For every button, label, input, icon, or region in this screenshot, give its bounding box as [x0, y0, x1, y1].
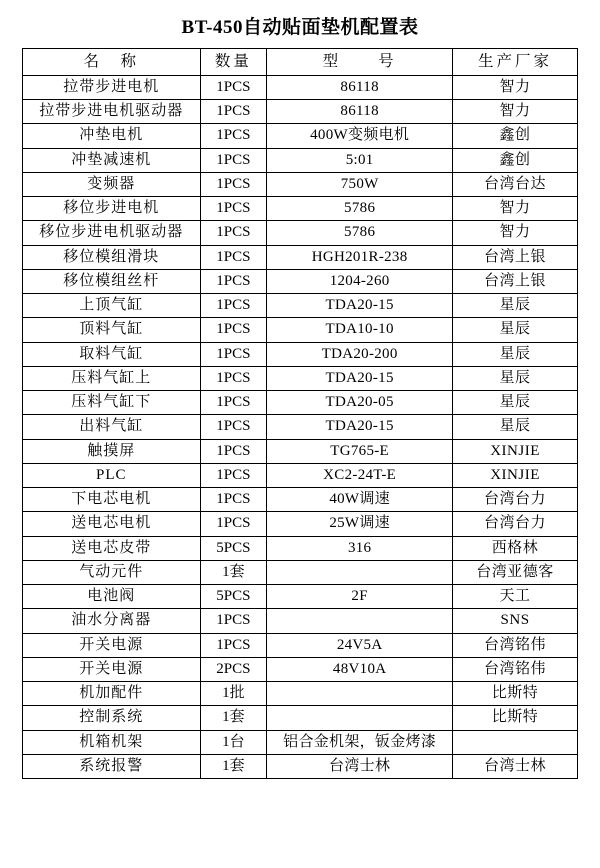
cell-quantity: 1PCS	[200, 172, 267, 196]
table-row	[23, 221, 578, 245]
cell-name: 开关电源	[23, 657, 201, 681]
cell-model: TDA20-05	[267, 391, 453, 415]
cell-model	[267, 560, 453, 584]
cell-quantity: 1PCS	[200, 342, 267, 366]
cell-name: 移位步进电机驱动器	[23, 221, 201, 245]
cell-manufacturer: 比斯特	[453, 706, 578, 730]
table-row	[23, 172, 578, 196]
cell-name: 冲垫减速机	[23, 148, 201, 172]
table-row	[23, 536, 578, 560]
cell-name: 机箱机架	[23, 730, 201, 754]
cell-quantity: 1套	[200, 560, 267, 584]
cell-quantity: 1PCS	[200, 439, 267, 463]
cell-name: 冲垫电机	[23, 124, 201, 148]
cell-quantity: 5PCS	[200, 536, 267, 560]
cell-name: 拉带步进电机驱动器	[23, 100, 201, 124]
cell-model: 台湾士林	[267, 754, 453, 778]
cell-manufacturer: 西格林	[453, 536, 578, 560]
table-row	[23, 754, 578, 778]
cell-model: 86118	[267, 75, 453, 99]
cell-model: TG765-E	[267, 439, 453, 463]
cell-model: HGH201R-238	[267, 245, 453, 269]
cell-name: 机加配件	[23, 682, 201, 706]
cell-model: TDA20-15	[267, 294, 453, 318]
page-title: BT-450自动贴面垫机配置表	[181, 17, 419, 38]
table-row	[23, 439, 578, 463]
cell-quantity: 1套	[200, 706, 267, 730]
table-row	[23, 342, 578, 366]
cell-quantity: 1PCS	[200, 221, 267, 245]
cell-manufacturer: 鑫创	[453, 148, 578, 172]
cell-manufacturer: 智力	[453, 100, 578, 124]
cell-manufacturer: 台湾铭伟	[453, 657, 578, 681]
configuration-table	[22, 48, 578, 779]
cell-name: 送电芯电机	[23, 512, 201, 536]
cell-model: 750W	[267, 172, 453, 196]
table-row	[23, 366, 578, 390]
cell-name: 上顶气缸	[23, 294, 201, 318]
table-row	[23, 488, 578, 512]
cell-name: 电池阀	[23, 585, 201, 609]
cell-quantity: 1PCS	[200, 148, 267, 172]
cell-name: 开关电源	[23, 633, 201, 657]
table-row	[23, 706, 578, 730]
cell-manufacturer: 台湾士林	[453, 754, 578, 778]
cell-model: 86118	[267, 100, 453, 124]
cell-model: 25W调速	[267, 512, 453, 536]
cell-manufacturer: 台湾上银	[453, 269, 578, 293]
cell-manufacturer: 星辰	[453, 366, 578, 390]
cell-model	[267, 706, 453, 730]
cell-manufacturer	[453, 730, 578, 754]
cell-quantity: 1PCS	[200, 366, 267, 390]
cell-manufacturer: 智力	[453, 197, 578, 221]
cell-model: TDA20-15	[267, 415, 453, 439]
table-header-row	[23, 49, 578, 76]
table-row	[23, 512, 578, 536]
cell-manufacturer: 比斯特	[453, 682, 578, 706]
cell-manufacturer: 台湾铭伟	[453, 633, 578, 657]
table-row	[23, 148, 578, 172]
cell-name: 送电芯皮带	[23, 536, 201, 560]
table-row	[23, 269, 578, 293]
cell-manufacturer: 星辰	[453, 294, 578, 318]
cell-manufacturer: 星辰	[453, 415, 578, 439]
table-row	[23, 415, 578, 439]
cell-model: 铝合金机架，钣金烤漆	[267, 730, 453, 754]
cell-quantity: 1套	[200, 754, 267, 778]
cell-name: 气动元件	[23, 560, 201, 584]
column-header-name: 名 称	[23, 49, 201, 76]
column-header-model: 型 号	[267, 49, 453, 76]
cell-quantity: 1批	[200, 682, 267, 706]
cell-model: 5786	[267, 197, 453, 221]
cell-name: 移位步进电机	[23, 197, 201, 221]
cell-manufacturer: XINJIE	[453, 463, 578, 487]
cell-quantity: 1PCS	[200, 75, 267, 99]
cell-quantity: 1PCS	[200, 463, 267, 487]
table-row	[23, 75, 578, 99]
cell-manufacturer: 星辰	[453, 342, 578, 366]
cell-manufacturer: 台湾台达	[453, 172, 578, 196]
cell-model: 316	[267, 536, 453, 560]
table-row	[23, 609, 578, 633]
table-row	[23, 682, 578, 706]
cell-model	[267, 609, 453, 633]
cell-quantity: 1PCS	[200, 269, 267, 293]
cell-name: 下电芯电机	[23, 488, 201, 512]
cell-quantity: 2PCS	[200, 657, 267, 681]
cell-name: 触摸屏	[23, 439, 201, 463]
cell-model: 24V5A	[267, 633, 453, 657]
cell-quantity: 1PCS	[200, 197, 267, 221]
cell-name: 压料气缸上	[23, 366, 201, 390]
table-header	[23, 49, 578, 76]
cell-name: 移位模组滑块	[23, 245, 201, 269]
table-row	[23, 585, 578, 609]
cell-quantity: 1PCS	[200, 609, 267, 633]
cell-name: 变频器	[23, 172, 201, 196]
cell-quantity: 1PCS	[200, 415, 267, 439]
cell-manufacturer: 星辰	[453, 391, 578, 415]
cell-name: 控制系统	[23, 706, 201, 730]
cell-quantity: 1PCS	[200, 245, 267, 269]
table-row	[23, 463, 578, 487]
table-row	[23, 100, 578, 124]
cell-model: 40W调速	[267, 488, 453, 512]
cell-model: 48V10A	[267, 657, 453, 681]
cell-model: TDA10-10	[267, 318, 453, 342]
cell-name: 拉带步进电机	[23, 75, 201, 99]
cell-manufacturer: XINJIE	[453, 439, 578, 463]
cell-name: 出料气缸	[23, 415, 201, 439]
cell-quantity: 1PCS	[200, 391, 267, 415]
cell-name: 取料气缸	[23, 342, 201, 366]
column-header-qty: 数量	[200, 49, 267, 76]
cell-quantity: 5PCS	[200, 585, 267, 609]
table-row	[23, 730, 578, 754]
cell-model	[267, 682, 453, 706]
cell-name: PLC	[23, 463, 201, 487]
table-row	[23, 197, 578, 221]
cell-manufacturer: 台湾台力	[453, 488, 578, 512]
table-row	[23, 560, 578, 584]
column-header-maker: 生产厂家	[453, 49, 578, 76]
cell-model: 400W变频电机	[267, 124, 453, 148]
cell-manufacturer: 天工	[453, 585, 578, 609]
cell-name: 油水分离器	[23, 609, 201, 633]
cell-model: 5:01	[267, 148, 453, 172]
cell-manufacturer: 智力	[453, 221, 578, 245]
cell-model: XC2-24T-E	[267, 463, 453, 487]
cell-quantity: 1PCS	[200, 100, 267, 124]
table-body	[23, 75, 578, 778]
table-row	[23, 245, 578, 269]
cell-quantity: 1PCS	[200, 512, 267, 536]
cell-name: 系统报警	[23, 754, 201, 778]
cell-manufacturer: 鑫创	[453, 124, 578, 148]
cell-manufacturer: 台湾上银	[453, 245, 578, 269]
cell-name: 压料气缸下	[23, 391, 201, 415]
table-row	[23, 124, 578, 148]
cell-manufacturer: SNS	[453, 609, 578, 633]
cell-model: TDA20-200	[267, 342, 453, 366]
cell-quantity: 1PCS	[200, 124, 267, 148]
cell-model: 1204-260	[267, 269, 453, 293]
cell-manufacturer: 台湾台力	[453, 512, 578, 536]
cell-quantity: 1PCS	[200, 294, 267, 318]
table-row	[23, 657, 578, 681]
cell-model: 5786	[267, 221, 453, 245]
cell-name: 移位模组丝杆	[23, 269, 201, 293]
table-row	[23, 318, 578, 342]
cell-name: 顶料气缸	[23, 318, 201, 342]
cell-model: 2F	[267, 585, 453, 609]
table-row	[23, 633, 578, 657]
cell-quantity: 1PCS	[200, 318, 267, 342]
cell-manufacturer: 星辰	[453, 318, 578, 342]
cell-model: TDA20-15	[267, 366, 453, 390]
table-row	[23, 391, 578, 415]
cell-manufacturer: 智力	[453, 75, 578, 99]
cell-quantity: 1PCS	[200, 633, 267, 657]
cell-manufacturer: 台湾亚德客	[453, 560, 578, 584]
cell-quantity: 1台	[200, 730, 267, 754]
cell-quantity: 1PCS	[200, 488, 267, 512]
table-row	[23, 294, 578, 318]
